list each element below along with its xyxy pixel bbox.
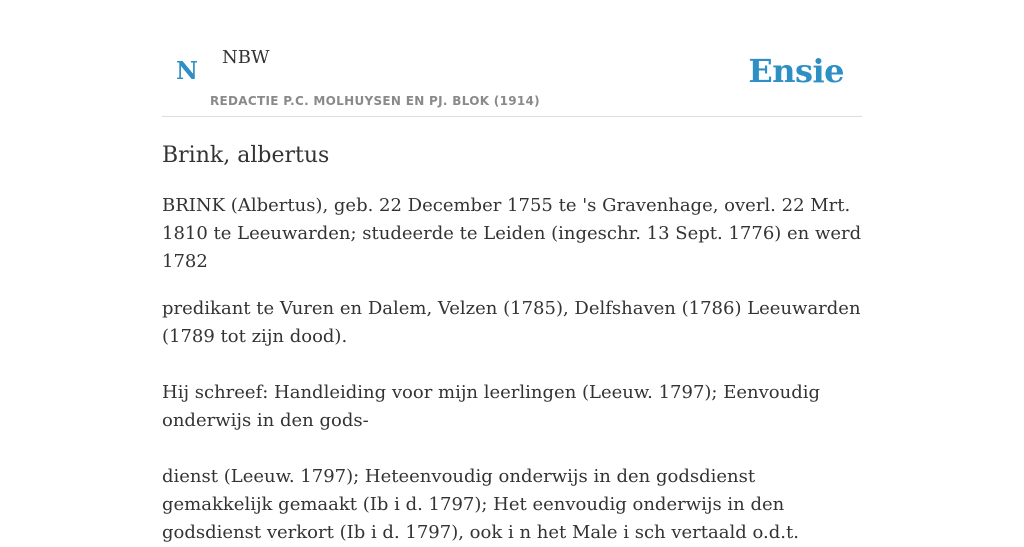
header xyxy=(162,0,862,117)
page xyxy=(162,0,862,547)
article-paragraph: predikant te Vuren en Dalem, Velzen (1785), Delfshaven (1786) Leeuwarden (1789 tot zijn dood). xyxy=(162,298,861,347)
source-name[interactable]: NBW xyxy=(222,47,270,68)
brand-logo-link[interactable]: Ensie xyxy=(748,52,844,90)
source-logo[interactable]: N xyxy=(176,56,198,85)
source-editors: REDACTIE P.C. MOLHUYSEN EN PJ. BLOK (1914) xyxy=(210,94,540,108)
article-title: Brink, albertus xyxy=(162,143,330,168)
article-paragraph: BRINK (Albertus), geb. 22 December 1755 te 's Gravenhage, overl. 22 Mrt. 1810 te Leeuwarden; studeerde te Leiden (ingeschr. 13 Sept. 1776) en werd 1782 xyxy=(162,195,862,272)
article-paragraph: Hij schreef: Handleiding voor mijn leerlingen (Leeuw. 1797); Eenvoudig onderwijs in den gods- xyxy=(162,382,820,431)
article-body xyxy=(162,192,862,547)
article-paragraph: dienst (Leeuw. 1797); Heteenvoudig onderwijs in den godsdienst gemakkelijk gemaakt (Ib i d. 1797); Het eenvoudig onderwijs in den godsdienst verkort (Ib i d. 1797), ook i n het Male i sch vertaald o.d.t. xyxy=(162,466,799,543)
